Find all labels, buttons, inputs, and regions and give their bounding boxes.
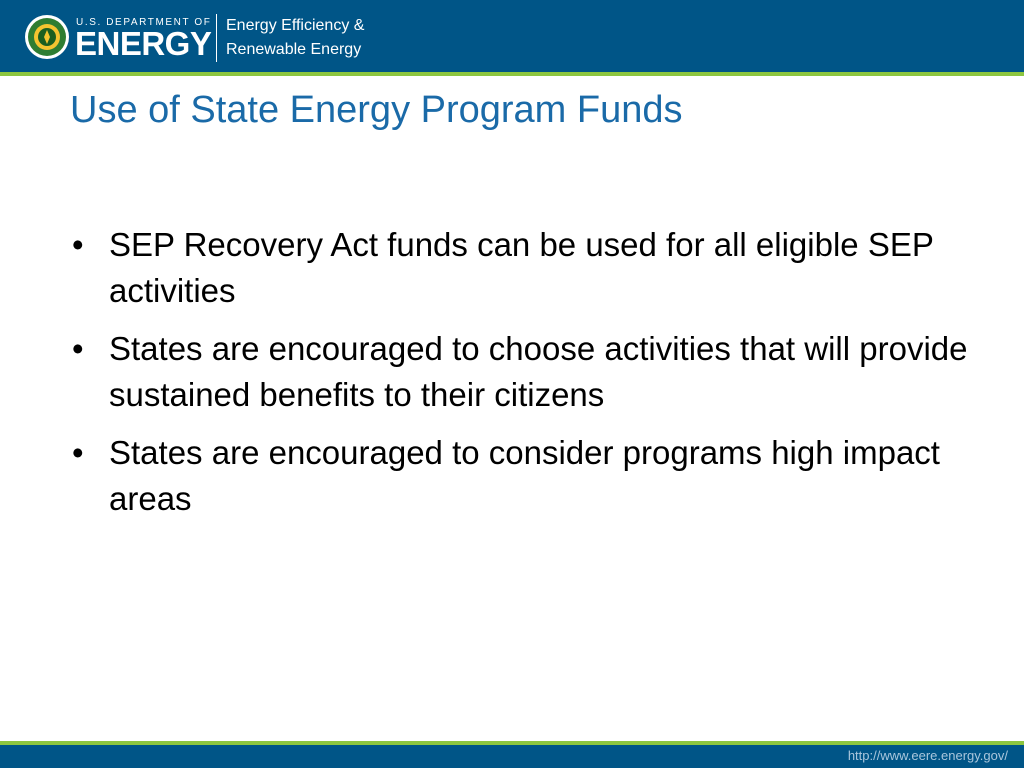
bullet-icon: • (72, 226, 84, 263)
header-divider (216, 14, 217, 62)
bullet-item (70, 222, 970, 314)
bullet-item (70, 326, 970, 418)
bullet-icon: • (72, 330, 84, 367)
bullet-icon: • (72, 434, 84, 471)
doe-seal-icon (24, 14, 70, 60)
slide-title: Use of State Energy Program Funds (70, 89, 683, 131)
footer-bar (0, 745, 1024, 768)
bullet-text: States are encouraged to choose activities that will provide sustained benefits to their citizens (109, 330, 968, 413)
bullet-item (70, 430, 970, 522)
department-name: ENERGY (75, 25, 212, 62)
header-bar (0, 0, 1024, 72)
department-label: U.S. DEPARTMENT OF (76, 17, 212, 28)
office-name-line2: Renewable Energy (226, 41, 362, 58)
header-accent-stripe (0, 72, 1024, 76)
bullet-list (70, 222, 970, 534)
bullet-text: SEP Recovery Act funds can be used for all eligible SEP activities (109, 226, 934, 309)
footer-url-link[interactable]: http://www.eere.energy.gov/ (847, 748, 1008, 763)
bullet-text: States are encouraged to consider programs high impact areas (109, 434, 940, 517)
office-name-line1: Energy Efficiency & (226, 17, 365, 34)
